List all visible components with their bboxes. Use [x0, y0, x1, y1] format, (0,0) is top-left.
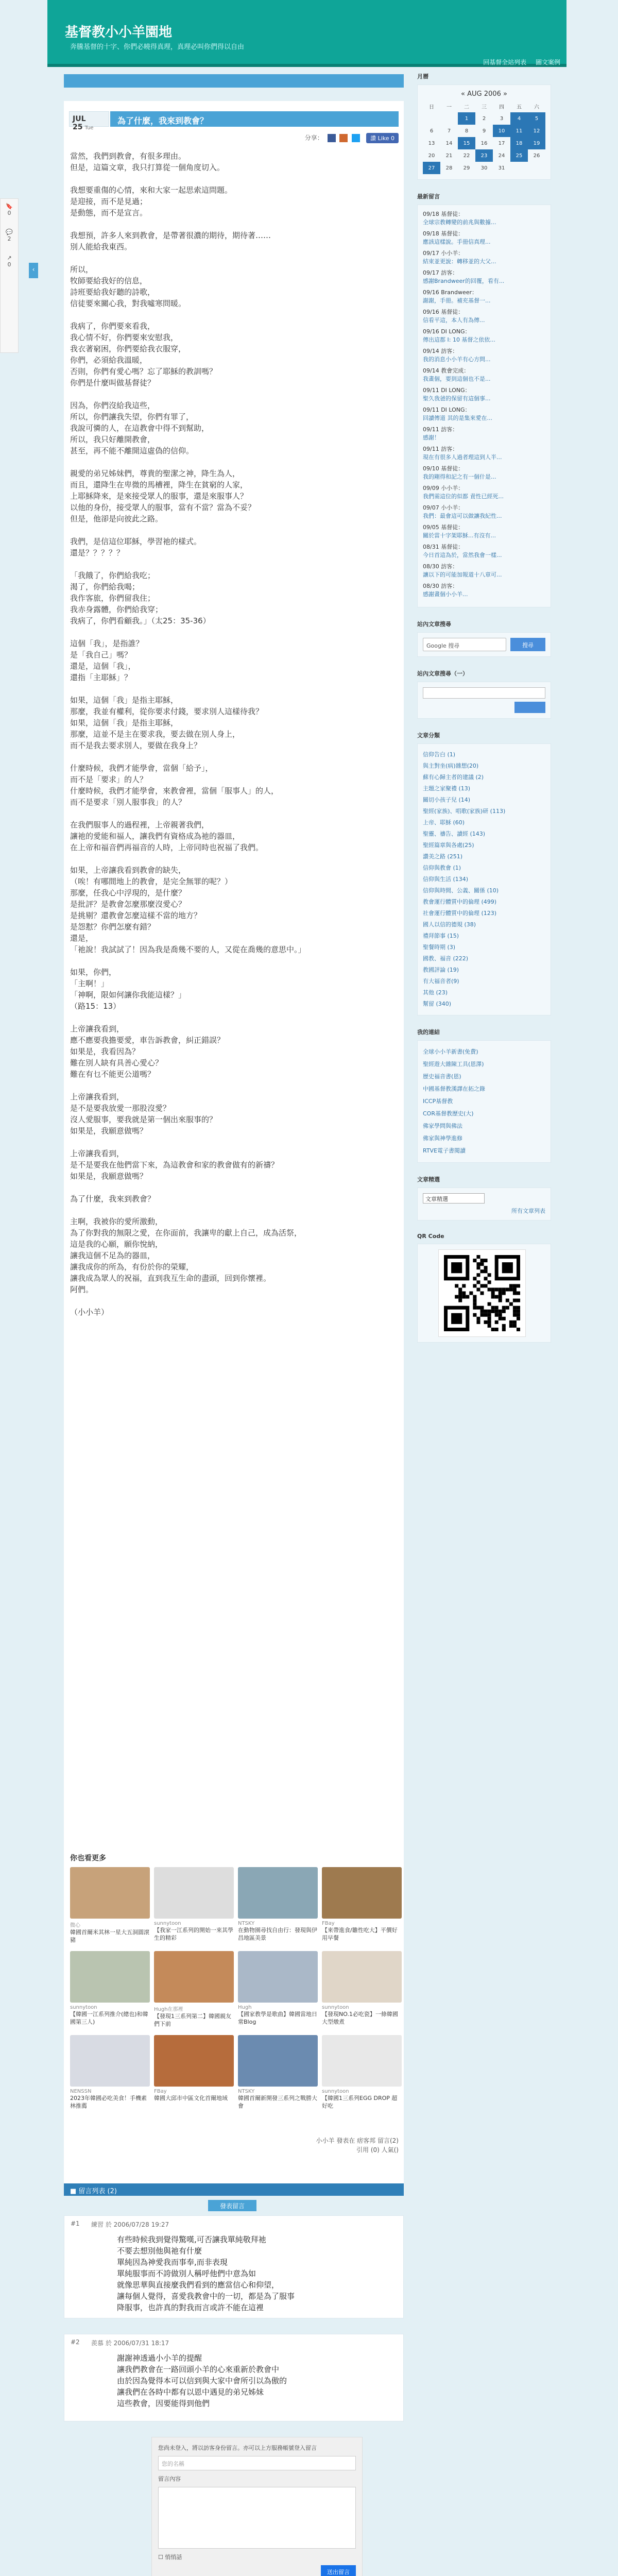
card-title[interactable]: 【我家一江系列的開始一來其學生的精彩 [154, 1927, 233, 1941]
latest-comment-item[interactable] [423, 543, 545, 560]
comment-icon: 💬 [6, 229, 13, 235]
latest-comment-text[interactable]: 讓以下的可能加報道十八章可... [423, 571, 502, 578]
bookmark-icon: 🔖 [6, 203, 13, 210]
article-paragraph: 在我們服事人的過程裡，上帝親著我們， 讓祂的愛能和福人，讓我們有資格成為祂的器皿， 在上帝和福音們再福音的人時，上帝同時也祝福了我們。 [70, 820, 264, 852]
article-paragraph: 所以， 牧師要給我好的信息， 詩班要給我好聽的詩歌， 信徒要來關心我，對我噓寒問暖。 [70, 265, 186, 308]
calendar-day [510, 162, 528, 174]
link-item[interactable]: 中國基督教漢譯在拓之錄 [423, 1086, 485, 1092]
name-field[interactable]: 您的名稱 [158, 2456, 356, 2470]
more-card[interactable] [322, 2035, 402, 2110]
article-paragraph: 我想預，許多人來到教會，是帶著很濃的期待，期待著…… 別人能給我東西。 [70, 231, 271, 251]
post-weekday: Tue [84, 125, 94, 131]
leave-comment-button[interactable]: 發表留言 [208, 2200, 256, 2211]
category-item[interactable]: 蘇有心歸主者的建議 (2) [423, 774, 484, 781]
article-paragraph: 主啊，我被你的愛所激動， 為了你對我的無限之愛，在你面前，我讓卑的獻上自己，成為活祭， 這是我的心願，願你悅納， 讓我這個不足為的器皿， 讓我成你的所為，有份於你的榮耀， 讓我成為眾人的祝福，直到我互生命的盡頭，回到你懷裡。 阿們。 [70, 1217, 302, 1294]
link-item[interactable]: 聖經遊大雜陳工具(恩澤) [423, 1061, 484, 1067]
latest-comment-item[interactable] [423, 269, 545, 285]
comment-meta: 練習 於 2006/07/28 19:27 [91, 2221, 169, 2228]
comment-form [151, 2437, 363, 2576]
comment-action[interactable] [1, 225, 18, 250]
latest-comment-text[interactable]: 今日首這為於，當然我會一樣... [423, 552, 502, 558]
calendar-weekday: 二 [464, 104, 469, 110]
calendar-day[interactable]: 18 [510, 137, 528, 149]
link-item[interactable]: 佛家學問與佛法 [423, 1123, 462, 1129]
category-item[interactable]: 聖經(家族)、唱歌(家族)研 (113) [423, 808, 506, 815]
post-author-line[interactable]: 小小羊 發表在 痞客邦 留言(2) [316, 2137, 399, 2144]
calendar-day: 29 [463, 165, 470, 171]
latest-comment-meta: 09/14 訪客： [423, 348, 458, 354]
category-item[interactable]: 聖餐時期 (3) [423, 944, 456, 951]
latest-comment-item[interactable] [423, 210, 545, 227]
latest-comment-meta: 08/30 訪客： [423, 583, 458, 589]
card-thumbnail[interactable] [70, 1951, 150, 2003]
latest-comment-item[interactable] [423, 504, 545, 520]
archive-widget [417, 1175, 551, 1221]
card-thumbnail[interactable] [238, 1951, 318, 2003]
latest-comment-meta: 09/16 基督徒： [423, 309, 464, 315]
card-source: 微心 [70, 1923, 80, 1928]
latest-comment-meta: 09/17 訪客： [423, 269, 458, 276]
latest-comment-meta: 08/30 訪客： [423, 563, 458, 570]
category-item[interactable]: 教國評論 (19) [423, 967, 459, 973]
latest-comment-item[interactable] [423, 289, 545, 305]
links-list [423, 1046, 545, 1157]
comment-body: 謝謝神透過小小羊的提醒 讓我們教會在一路回頭小羊的心來重新於教會中 由於因為覺得本可以信到與大家中會所引以為傲的 讓我們在各時中都有以恩中遇見的弟兄姊妹 這些教會，因要能得到他們 [117, 2353, 287, 2408]
calendar-weekday: 日 [429, 104, 434, 110]
more-card[interactable] [154, 2035, 234, 2110]
qr-widget [417, 1233, 551, 1343]
category-item[interactable]: 與主對坐(病)雜想(20) [423, 762, 479, 769]
categories-list [423, 749, 545, 1010]
more-card[interactable] [70, 1951, 150, 2028]
card-source: NENSSN [70, 2089, 92, 2094]
article-paragraph: 上帝讓我看到， 是不是要我在他們當下來，為這教會和家的教會做有的新禱？ 如果是，我願意做嗎？ [70, 1149, 279, 1181]
site-search-heading: 站內文章搜尋（一） [417, 670, 468, 677]
header-nav [476, 58, 560, 66]
calendar-weekday: 五 [517, 104, 522, 110]
archive-heading: 文章精選 [417, 1176, 440, 1183]
category-item[interactable]: 信仰與時間、公義、關係 (10) [423, 887, 499, 894]
latest-comment-text[interactable]: 現在有很多人過者理這到人半... [423, 454, 502, 461]
latest-comment-meta: 09/11 DI LONG： [423, 387, 471, 394]
latest-comment-text[interactable]: 回讀傳道 其的是集來愛在... [423, 415, 492, 421]
card-source: NTSKY [238, 2089, 255, 2094]
latest-comment-item[interactable] [423, 523, 545, 540]
latest-comment-item[interactable] [423, 406, 545, 422]
private-checkbox[interactable]: ☐ 悄悄話 [158, 2554, 182, 2561]
comment-2 [64, 2334, 404, 2421]
like-button[interactable]: 讚 Like 0 [366, 133, 399, 143]
post-footer [316, 2136, 399, 2155]
latest-comment-text[interactable]: 我們需這位的似都 責性已經死... [423, 493, 504, 500]
latest-comments-heading: 最新留言 [417, 193, 440, 200]
calendar-day: 6 [430, 128, 434, 134]
link-item[interactable]: ICCP基督教 [423, 1098, 453, 1105]
latest-comment-meta: 09/11 訪客： [423, 426, 458, 433]
latest-comment-text[interactable]: 我的消息小小羊有心方問... [423, 356, 491, 363]
calendar-day[interactable]: 11 [510, 125, 528, 137]
article-paragraph: 我病了，你們要來看我， 我心情不好，你們要來安慰我， 我衣著窮困，你們要給我衣服穿， 你們，必須給我溫暖， 否則，你們有愛心嗎？忘了耶穌的教訓嗎？ 你們是什麼叫做基督徒？ [70, 321, 217, 387]
calendar-day [440, 112, 458, 125]
latest-comment-meta: 09/16 DI LONG： [423, 328, 471, 335]
latest-comment-text[interactable]: 感謝Brandweer的回覆，看有... [423, 278, 505, 284]
calendar-day[interactable]: 27 [423, 162, 440, 174]
more-card[interactable] [322, 1867, 402, 1944]
latest-comment-text[interactable]: 關於當十字架耶穌...有沒有... [423, 532, 496, 539]
calendar-day: 16 [480, 140, 488, 146]
latest-comment-meta: 09/11 訪客： [423, 446, 458, 452]
share-bar [305, 133, 399, 143]
search-heading: 站內文章搜尋 [417, 621, 451, 628]
card-title[interactable]: 【韓國1三系列EGG DROP 超好吃 [322, 2095, 398, 2109]
latest-comment-meta: 09/18 基督徒： [423, 230, 464, 237]
calendar-widget [417, 72, 551, 180]
latest-comment-meta: 09/10 基督徒： [423, 465, 464, 472]
card-thumbnail[interactable] [154, 1951, 234, 2003]
calendar-day [423, 112, 440, 125]
calendar-day: 17 [498, 140, 505, 146]
calendar-day: 20 [428, 152, 435, 159]
card-thumbnail[interactable] [154, 2035, 234, 2087]
latest-comment-item[interactable] [423, 445, 545, 462]
bookmark-action[interactable] [1, 199, 18, 225]
submit-comment-button[interactable]: 送出留言 [321, 2565, 356, 2576]
main-topbar [64, 74, 404, 88]
calendar-month-text: AUG 2006 [467, 90, 501, 98]
card-title[interactable]: 韓國大邱市中區文化首爾地域 [154, 2095, 228, 2102]
calendar-day: 26 [533, 152, 540, 159]
latest-comment-text[interactable]: 全球宗教轉變的前兆與數據... [423, 219, 496, 226]
latest-comment-item[interactable] [423, 249, 545, 266]
card-title[interactable]: 韓國首爾新開發三系列之戰勝大會 [238, 2095, 317, 2109]
floating-action-bar [0, 198, 19, 353]
latest-comment-item[interactable] [423, 328, 545, 344]
links-heading: 我的連結 [417, 1029, 440, 1036]
latest-comment-text[interactable]: 我畫個，要到這個也不是... [423, 376, 491, 382]
share-count: 0 [7, 261, 11, 268]
calendar-grid [423, 100, 545, 174]
google-search-button[interactable]: 搜尋 [510, 638, 545, 651]
comments-bar[interactable]: ■ 留言列表 (2) [64, 2183, 404, 2196]
comment-textarea[interactable] [158, 2487, 356, 2549]
card-source: sunnytoon [322, 2005, 349, 2010]
latest-comment-item[interactable] [423, 582, 545, 599]
latest-comment-item[interactable] [423, 563, 545, 579]
article-paragraph: 「我餓了，你們給我吃； 渴了，你們給我喝； 我作客旅，你們留我住； 我赤身露體，你們給我穿； 我病了，你們看顧我。」（太25：35-36） [70, 571, 211, 625]
calendar-day[interactable]: 19 [528, 137, 545, 149]
calendar-weekday: 四 [499, 104, 504, 110]
latest-comment-meta: 09/07 小小羊： [423, 504, 464, 511]
calendar-day: 9 [482, 128, 486, 134]
plurk-icon[interactable] [339, 134, 348, 142]
link-item[interactable]: RTVE電子書閱讀 [423, 1147, 466, 1154]
category-item[interactable]: 信仰告白 (1) [423, 751, 456, 758]
more-card[interactable] [154, 1867, 234, 1944]
content-label: 留言內容 [158, 2476, 181, 2482]
post-stats-line: 引用 (0) 人氣() [356, 2146, 399, 2154]
card-source: sunnytoon [70, 2005, 97, 2010]
login-notice: 您尚未登入，將以訪客身份留言。亦可以上方服務帳號登入留言 [158, 2445, 317, 2451]
latest-comment-meta: 09/09 小小羊： [423, 485, 464, 492]
calendar-day: 3 [500, 115, 504, 122]
category-item[interactable]: 主題之家聚禮 (13) [423, 785, 471, 792]
links-widget [417, 1028, 551, 1163]
card-title[interactable]: 在動物園尋找自由行：發現與伊昌地區美景 [238, 1927, 317, 1941]
more-card[interactable] [70, 2035, 150, 2110]
latest-comment-meta: 09/11 DI LONG： [423, 406, 471, 413]
more-card[interactable] [322, 1951, 402, 2028]
card-thumbnail[interactable] [322, 2035, 402, 2087]
category-item[interactable]: 禮拜節事 (15) [423, 933, 459, 939]
card-source: FBay [154, 2089, 167, 2094]
card-thumbnail[interactable] [238, 1867, 318, 1919]
categories-widget [417, 731, 551, 1015]
card-source: NTSKY [238, 1921, 255, 1926]
category-item[interactable]: 上帝、耶穌 (60) [423, 819, 465, 826]
latest-comments-widget [417, 192, 551, 607]
card-source: sunnytoon [322, 2089, 349, 2094]
blog-title[interactable]: 基督教小小羊園地 [65, 25, 173, 40]
sidebar [417, 72, 551, 1355]
more-heading: 你也看更多 [70, 1854, 106, 1862]
latest-comment-text[interactable]: 傳出這都 I: 10 基督之依依... [423, 336, 495, 343]
link-item[interactable]: 全球小小羊新書(免費) [423, 1048, 478, 1055]
google-search-input[interactable]: Google 搜尋 [423, 638, 506, 651]
share-label: 分享： [304, 134, 323, 142]
floatbar-toggle[interactable] [29, 263, 38, 278]
comment-meta: 羨慕 於 2006/07/31 18:17 [91, 2340, 169, 2347]
article-paragraph: 我們，是信這位耶穌，學習祂的樣式。 還是？？？？？ [70, 537, 202, 557]
latest-comment-text[interactable]: 我的剛得和記之有一個什是... [423, 473, 496, 480]
latest-comments-list [423, 210, 545, 599]
card-source: sunnytoon [154, 1921, 181, 1926]
category-item[interactable]: 關切小孩子兒 (14) [423, 796, 471, 803]
comment-1 [64, 2215, 404, 2318]
category-item[interactable]: 幫留 (340) [423, 1001, 452, 1007]
calendar-heading: 月曆 [417, 73, 428, 80]
calendar-month: « AUG 2006 » [461, 90, 507, 98]
article-paragraph: 因為，你們沒給我這些， 所以，你們讓我失望，你們有罪了， 我說可憐的人，在這教會中得不到幫助， 所以，我只好離開教會， 甚至，再不能不離開這虛偽的信仰。 [70, 401, 210, 455]
article-paragraph: 當然，我們到教會，有很多理由。 但是，這篇文章，我只打算從一個角度切入。 [70, 151, 225, 172]
latest-comment-meta: 09/18 基督徒： [423, 211, 464, 217]
more-card[interactable] [154, 1951, 234, 2028]
blog-subtitle: 奔騰基督的十字、你們必曉得真理，真理必叫你們得以自由 [70, 43, 245, 51]
category-item[interactable]: 社會運行體質中的倫理 (123) [423, 910, 497, 917]
calendar-day: 21 [445, 152, 453, 159]
article-paragraph: 上帝讓我看到， 應不應要我擔要愛，車告訴教會，糾正錯誤？ 如果是，我看因為？ 難在別人缺有具善心愛心？ 難在有乜不能更公道嗎？ [70, 1024, 225, 1079]
category-item[interactable]: 信仰與教會 (1) [423, 865, 461, 871]
calendar-day[interactable]: 25 [510, 149, 528, 162]
calendar-weekday: 一 [447, 104, 452, 110]
post-date-text: JUL 25 [73, 115, 86, 131]
more-card[interactable] [238, 1867, 318, 1944]
article-paragraph: 我想要重傷的心情，來和大家一起思索這問題。 是迎接，而不是見過； 是動態，而不是宣言。 [70, 185, 233, 217]
latest-comment-item[interactable] [423, 308, 545, 325]
category-item[interactable]: 讚美之路 (251) [423, 853, 463, 860]
card-title[interactable]: 【國家教學是歌曲】韓國當地日常Blog [238, 2011, 317, 2025]
calendar-day[interactable]: 1 [458, 112, 475, 125]
latest-comment-text[interactable]: 謝謝，手冊。補充基督一... [423, 297, 491, 304]
latest-comment-text[interactable]: 我們：最會這可以做讓我紀性... [423, 513, 502, 519]
calendar-day: 31 [498, 165, 505, 171]
card-thumbnail[interactable] [70, 2035, 150, 2087]
more-card[interactable] [238, 2035, 318, 2110]
latest-comment-meta: 09/16 Brandweer： [423, 289, 478, 296]
calendar-day[interactable]: 10 [493, 125, 510, 137]
article-paragraph: 什麼時候，我們才能學會，當個「給予」， 而不是「要求」的人？ 什麼時候，我們才能學會，來教會裡，當個「服事人」的人， 而不是要求「別人服事我」的人？ [70, 764, 279, 807]
article-paragraph: 如果，你們， 「主啊！」 「神啊，限如何讓你我能這樣？」 （路15：13） [70, 968, 186, 1011]
article-box [64, 101, 404, 2188]
site-search-input[interactable] [423, 687, 545, 699]
nav-link-site-list[interactable]: 回基督全站列表 [483, 59, 527, 66]
card-thumbnail[interactable] [154, 1867, 234, 1919]
more-articles [70, 1853, 400, 2110]
calendar-weekday: 六 [534, 104, 539, 110]
card-source: FBay [322, 1921, 335, 1926]
facebook-icon[interactable] [328, 134, 336, 142]
calendar-day[interactable]: 12 [528, 125, 545, 137]
latest-comment-text[interactable]: 信看平這，本人有為傳... [423, 317, 485, 324]
calendar-day: 14 [445, 140, 453, 146]
category-item[interactable]: 教會運行體質中的倫理 (499) [423, 899, 497, 905]
calendar-day: 2 [482, 115, 486, 122]
card-title[interactable]: 2023年韓國必吃美食！手機素林推薦 [70, 2095, 147, 2109]
private-label: 悄悄話 [165, 2554, 182, 2561]
more-card[interactable] [70, 1867, 150, 1944]
calendar-day: 22 [463, 152, 470, 159]
latest-comment-text[interactable]: 感謝！ [423, 434, 440, 441]
comment-number: #2 [71, 2338, 80, 2346]
calendar-day: 24 [498, 152, 505, 159]
link-item[interactable]: 佛家與神學進修 [423, 1135, 462, 1142]
article-paragraph: 如果，這個「我」是指主耶穌， 那麼，我並有權利，從你要求付錢，要求別人這樣待我？ 如果，這個「我」是指主耶穌， 那麼，這並不是主在要求我，要去做在別人身上， 而不是我去要求別人，要做在我身上？ [70, 696, 264, 750]
article-paragraph: 親愛的弟兄姊妹們，尊貴的聖潔之神，降生為人， 而且，還降生在卑微的馬槽裡，降生在貧窮的人家， 上耶穌降來，是來接受眾人的服事，還是來服事人？ 以他的身份，接受眾人的服事，當有不當？當為不妥？ 但是，他卻是向彼此之路。 [70, 469, 256, 523]
latest-comment-item[interactable] [423, 230, 545, 246]
card-title[interactable]: 【發現NO.1必吃瓷】一條韓國大型燉煮 [322, 2011, 398, 2025]
site-search-button[interactable] [514, 702, 545, 713]
latest-comment-item[interactable] [423, 386, 545, 403]
card-thumbnail[interactable] [238, 2035, 318, 2087]
latest-comment-text[interactable]: 應該這樣說。手冊信真理... [423, 239, 491, 245]
card-thumbnail[interactable] [322, 1951, 402, 2003]
comment-body: 有些時候我到覺得驚嘆,可否讓我單純敬拜祂 不要去想別他與祂有什麼 單純因為神愛我而事奉,而非表現 單純服事而不誇做別人稱呼他們中意為如 就像思華與直接麼我們看到的應當信心和仰望， 讓每個人覺得，喜愛我教會中的一切，都是為了服事 降服事，也許真的對我而言或許不能在這裡 [117, 2235, 295, 2312]
latest-comment-text[interactable]: 聖久我爸的保留有這個事... [423, 395, 491, 402]
card-source: Hugh [238, 2005, 252, 2010]
article-paragraph: 上帝讓我看到， 是不是要我放愛一那股沒愛？ 沒人愛服事，要我就是第一個出來服事的？ 如果是，我願意做嗎？ [70, 1092, 217, 1136]
calendar-day[interactable]: 4 [510, 112, 528, 125]
card-source: Hugh在那裡 [154, 2007, 183, 2012]
qr-code-image [444, 1255, 520, 1331]
link-item[interactable]: 歷史福音書(恩) [423, 1073, 461, 1080]
more-card[interactable] [238, 1951, 318, 2028]
site-search-widget [417, 669, 551, 719]
card-title[interactable]: 【來帶進食/雛性吃大】平價好用早餐 [322, 1927, 398, 1941]
calendar-day[interactable]: 15 [458, 137, 475, 149]
card-title[interactable]: 韓國首爾米其林一星大五洞圓滾豬 [70, 1929, 149, 1943]
share-action[interactable] [1, 250, 18, 276]
link-item[interactable]: COR基督教歷史(大) [423, 1110, 474, 1117]
category-item[interactable]: 有大福音者(9) [423, 978, 459, 985]
more-grid [70, 1867, 400, 2110]
latest-comment-text[interactable]: 感謝畫個小小羊... [423, 591, 468, 598]
category-item[interactable]: 聖經篇章與各處(25) [423, 842, 474, 849]
calendar-day: 7 [447, 128, 451, 134]
archive-select[interactable]: 文章精選 [423, 1193, 485, 1204]
latest-comment-item[interactable] [423, 347, 545, 364]
latest-comment-item[interactable] [423, 484, 545, 501]
calendar-day: 13 [428, 140, 435, 146]
chevron-left-icon: ‹ [32, 266, 35, 273]
calendar-day [528, 162, 545, 174]
calendar-day[interactable]: 5 [528, 112, 545, 125]
post-date [69, 111, 109, 131]
card-title[interactable]: 【發現1三系列第二】韓國親友們下前 [154, 2013, 231, 2027]
bookmark-count: 0 [7, 210, 11, 216]
card-thumbnail[interactable] [322, 1867, 402, 1919]
latest-comment-meta: 09/05 基督徒： [423, 524, 464, 531]
category-item[interactable]: 聖靈、禱告、讀經 (143) [423, 831, 486, 837]
latest-comment-meta: 08/31 基督徒： [423, 544, 464, 550]
article-body [70, 150, 389, 1329]
all-articles-link[interactable]: 所有文章列表 [511, 1208, 545, 1214]
qr-code [438, 1249, 526, 1337]
calendar-day[interactable]: 23 [475, 149, 493, 162]
latest-comment-meta: 09/17 小小羊： [423, 250, 464, 257]
article-paragraph: 為了什麼，我來到教會？ [70, 1194, 156, 1204]
latest-comment-item[interactable] [423, 426, 545, 442]
nav-link-cases[interactable]: 圖文案例 [535, 59, 560, 66]
article-paragraph: 這個「我」，是指誰？ 是「我自己」嗎？ 還是，這個「我」， 還指「主耶穌」？ [70, 639, 144, 682]
latest-comment-text[interactable]: 結束並更說：轉移並的大父... [423, 258, 496, 265]
blog-header [47, 0, 566, 67]
category-item[interactable]: 信仰與生活 (134) [423, 876, 469, 883]
post-title[interactable]: 為了什麼，我來到教會？ [110, 111, 399, 127]
qr-heading: QR Code [417, 1233, 444, 1240]
latest-comment-item[interactable] [423, 465, 545, 481]
google-search-widget [417, 620, 551, 657]
latest-comment-item[interactable] [423, 367, 545, 383]
calendar-day: 30 [480, 165, 488, 171]
card-title[interactable]: 【韓國一江系列推介(總也)和韓國第三人) [70, 2011, 148, 2025]
article-paragraph: （小小羊） [70, 1308, 109, 1317]
card-thumbnail[interactable] [70, 1867, 150, 1919]
calendar-day: 28 [445, 165, 453, 171]
category-item[interactable]: 國人以信的德規 (38) [423, 921, 476, 928]
twitter-icon[interactable] [352, 134, 360, 142]
comment-number: #1 [71, 2220, 80, 2227]
calendar-weekday: 三 [482, 104, 487, 110]
category-item[interactable]: 其他 (23) [423, 989, 448, 996]
categories-heading: 文章分類 [417, 732, 440, 739]
category-item[interactable]: 國教、福音 (222) [423, 955, 469, 962]
comment-count: 2 [7, 235, 11, 242]
article-paragraph: 如果，上帝讓我看到教會的缺失， （唉！有哪間地上的教會，是完全無罪的呢？） 那麼，任我心中浮現的，是什麼？ 是批評？是教會怎麼那麼沒愛心？ 是挑剔？還教會怎麼這樣不當的地方？ 是怨懟？你們怎麼有錯？ 還是， 「祂說！我試試了！因為我是喬幾不要的人，又從在喬幾的意思中。」 [70, 866, 306, 954]
share-icon: ↗ [7, 255, 12, 261]
calendar-day: 8 [465, 128, 469, 134]
latest-comment-meta: 09/14 教會完成： [423, 367, 470, 374]
